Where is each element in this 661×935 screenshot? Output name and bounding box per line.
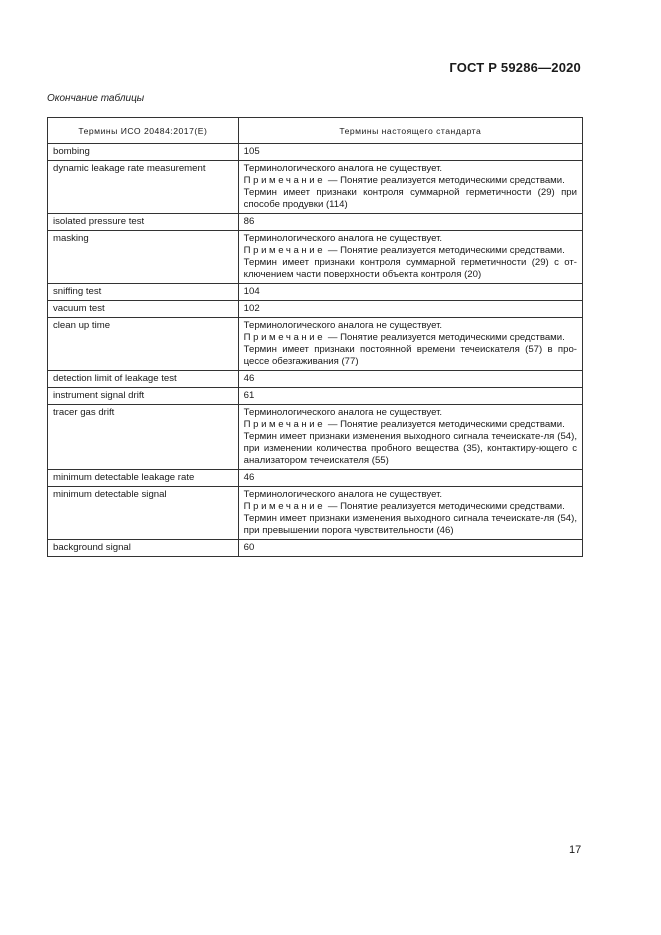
table-row — [48, 144, 583, 161]
iso-term-cell: isolated pressure test — [48, 214, 239, 231]
table-row — [48, 231, 583, 284]
standard-term-cell — [238, 487, 582, 540]
note-label: Примечание — [243, 332, 326, 343]
iso-term-cell: clean up time — [48, 318, 239, 371]
iso-term-cell: minimum detectable leakage rate — [48, 470, 239, 487]
table-row — [48, 405, 583, 470]
definition-line: 61 — [243, 390, 255, 401]
standard-term-cell — [238, 301, 582, 318]
iso-term-cell: background signal — [48, 540, 239, 557]
standard-term-cell — [238, 540, 582, 557]
definition-line: Терминологического аналога не существует. — [243, 233, 443, 244]
iso-term-cell: sniffing test — [48, 284, 239, 301]
standard-term-cell — [238, 405, 582, 470]
note-line — [244, 175, 577, 187]
table-row — [48, 301, 583, 318]
document-code: ГОСТ Р 59286—2020 — [449, 60, 581, 75]
note-text: — Понятие реализуется методическими средствами. — [325, 332, 565, 343]
note-text: — Понятие реализуется методическими средствами. — [325, 175, 565, 186]
table-row — [48, 540, 583, 557]
definition-line: 86 — [243, 216, 255, 227]
note-line — [244, 419, 577, 431]
definition-line: Терминологического аналога не существует. — [243, 407, 443, 418]
note-label: Примечание — [243, 175, 326, 186]
column-header-standard-terms: Термины настоящего стандарта — [238, 118, 582, 144]
table-header-row — [48, 118, 583, 144]
note-text: — Понятие реализуется методическими средствами. — [325, 419, 565, 430]
definition-line: 104 — [243, 286, 260, 297]
table-row — [48, 284, 583, 301]
table-row — [48, 371, 583, 388]
definition-line: 46 — [243, 472, 255, 483]
column-header-iso-terms: Термины ИСО 20484:2017(E) — [48, 118, 239, 144]
standard-term-cell — [238, 470, 582, 487]
iso-term-cell: minimum detectable signal — [48, 487, 239, 540]
note-text: — Понятие реализуется методическими средствами. — [325, 501, 565, 512]
definition-line: 46 — [243, 373, 255, 384]
table-row — [48, 487, 583, 540]
iso-term-cell: detection limit of leakage test — [48, 371, 239, 388]
definition-line: Термин имеет признаки постоянной времени течеискателя (57) в про-цессе обезгаживания (77) — [243, 344, 577, 367]
terms-table — [47, 117, 583, 557]
table-row — [48, 470, 583, 487]
standard-term-cell — [238, 371, 582, 388]
table-row — [48, 214, 583, 231]
definition-line: Термин имеет признаки контроля суммарной герметичности (29) с от-ключением части поверхности объекта контроля (20) — [243, 257, 577, 280]
definition-line: 60 — [243, 542, 255, 553]
standard-term-cell — [238, 388, 582, 405]
note-line — [244, 501, 577, 513]
note-label: Примечание — [243, 501, 326, 512]
iso-term-cell: vacuum test — [48, 301, 239, 318]
standard-term-cell — [238, 318, 582, 371]
definition-line: Термин имеет признаки изменения выходного сигнала течеискате-ля (54), при изменении количества пробного вещества (35), контактиру-ющего с анализатором течеискателя (55) — [243, 431, 577, 466]
definition-line: Терминологического аналога не существует. — [243, 489, 443, 500]
note-label: Примечание — [243, 245, 326, 256]
definition-line: Термин имеет признаки изменения выходного сигнала течеискате-ля (54), при превышении порога чувствительности (46) — [243, 513, 577, 536]
iso-term-cell: dynamic leakage rate measurement — [48, 161, 239, 214]
standard-term-cell — [238, 144, 582, 161]
iso-term-cell: instrument signal drift — [48, 388, 239, 405]
table-row — [48, 318, 583, 371]
standard-term-cell — [238, 284, 582, 301]
iso-term-cell: bombing — [48, 144, 239, 161]
iso-term-cell: masking — [48, 231, 239, 284]
definition-line: Терминологического аналога не существует. — [243, 163, 443, 174]
note-text: — Понятие реализуется методическими средствами. — [325, 245, 565, 256]
table-caption: Окончание таблицы — [47, 93, 145, 104]
definition-line: 105 — [243, 146, 260, 157]
note-label: Примечание — [243, 419, 326, 430]
iso-term-cell: tracer gas drift — [48, 405, 239, 470]
definition-line: 102 — [243, 303, 260, 314]
note-line — [244, 332, 577, 344]
standard-term-cell — [238, 161, 582, 214]
note-line — [244, 245, 577, 257]
definition-line: Терминологического аналога не существует. — [243, 320, 443, 331]
standard-term-cell — [238, 214, 582, 231]
definition-line: Термин имеет признаки контроля суммарной герметичности (29) при способе продувки (114) — [243, 187, 577, 210]
page-number: 17 — [569, 844, 582, 856]
standard-term-cell — [238, 231, 582, 284]
table-row — [48, 161, 583, 214]
table-row — [48, 388, 583, 405]
